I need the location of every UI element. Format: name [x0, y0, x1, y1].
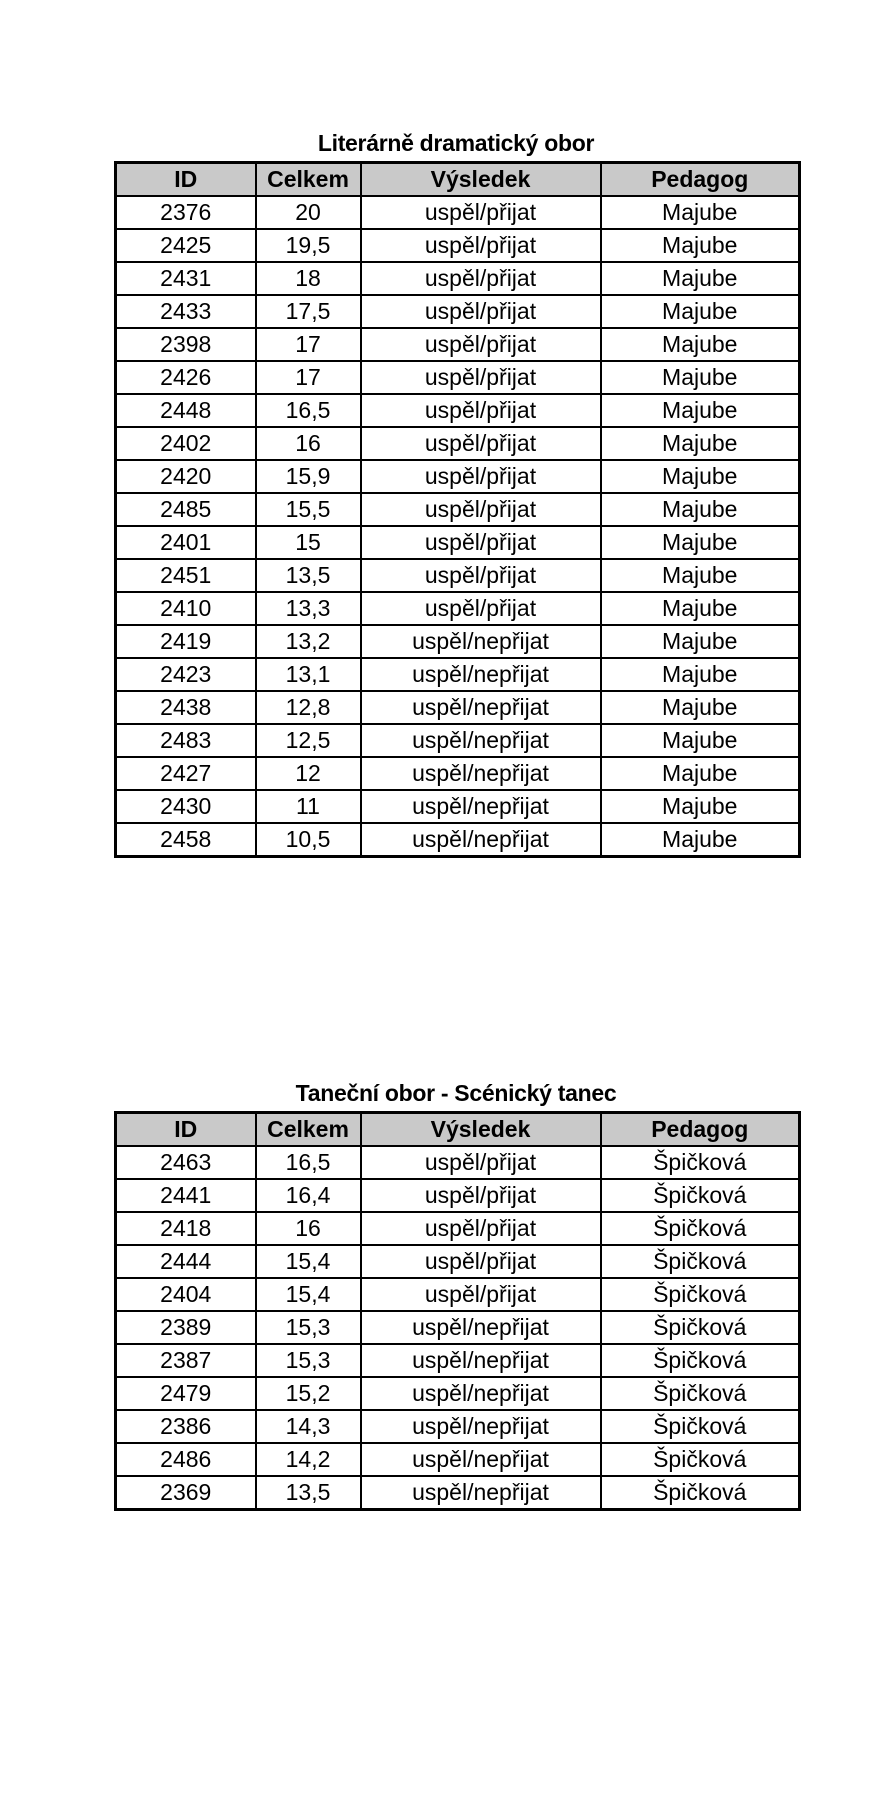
cell-teacher: Špičková [601, 1443, 800, 1476]
cell-id: 2401 [116, 526, 256, 559]
cell-teacher: Majube [601, 328, 800, 361]
cell-result: uspěl/přijat [361, 328, 601, 361]
table-row [116, 1212, 800, 1245]
header-row [116, 163, 800, 197]
dance-section [114, 1076, 798, 1511]
cell-result: uspěl/nepřijat [361, 1476, 601, 1510]
header-total: Celkem [256, 163, 361, 197]
cell-result: uspěl/přijat [361, 394, 601, 427]
table-row [116, 229, 800, 262]
cell-total: 16 [256, 427, 361, 460]
cell-result: uspěl/přijat [361, 1278, 601, 1311]
cell-id: 2386 [116, 1410, 256, 1443]
cell-result: uspěl/přijat [361, 1245, 601, 1278]
cell-teacher: Majube [601, 592, 800, 625]
cell-total: 13,3 [256, 592, 361, 625]
cell-total: 14,3 [256, 1410, 361, 1443]
table-row [116, 724, 800, 757]
header-id: ID [116, 163, 256, 197]
cell-total: 13,5 [256, 559, 361, 592]
table-body [116, 196, 800, 857]
cell-id: 2448 [116, 394, 256, 427]
cell-id: 2369 [116, 1476, 256, 1510]
cell-id: 2389 [116, 1311, 256, 1344]
cell-result: uspěl/nepřijat [361, 1344, 601, 1377]
table-row [116, 625, 800, 658]
cell-total: 12 [256, 757, 361, 790]
cell-id: 2423 [116, 658, 256, 691]
cell-teacher: Špičková [601, 1278, 800, 1311]
cell-teacher: Majube [601, 823, 800, 857]
cell-result: uspěl/nepřijat [361, 625, 601, 658]
cell-id: 2458 [116, 823, 256, 857]
header-total: Celkem [256, 1113, 361, 1147]
cell-result: uspěl/nepřijat [361, 658, 601, 691]
table-row [116, 658, 800, 691]
cell-id: 2404 [116, 1278, 256, 1311]
cell-total: 17 [256, 361, 361, 394]
cell-total: 12,8 [256, 691, 361, 724]
cell-result: uspěl/přijat [361, 1146, 601, 1179]
cell-result: uspěl/přijat [361, 559, 601, 592]
cell-total: 10,5 [256, 823, 361, 857]
cell-total: 13,5 [256, 1476, 361, 1510]
cell-total: 15,3 [256, 1344, 361, 1377]
cell-total: 15,3 [256, 1311, 361, 1344]
cell-teacher: Špičková [601, 1245, 800, 1278]
cell-id: 2387 [116, 1344, 256, 1377]
cell-id: 2418 [116, 1212, 256, 1245]
table-row [116, 295, 800, 328]
table-row [116, 691, 800, 724]
table-row [116, 394, 800, 427]
results-table [114, 161, 801, 858]
table-row [116, 1179, 800, 1212]
cell-result: uspěl/přijat [361, 262, 601, 295]
cell-total: 20 [256, 196, 361, 229]
cell-result: uspěl/přijat [361, 1212, 601, 1245]
cell-teacher: Špičková [601, 1311, 800, 1344]
cell-id: 2410 [116, 592, 256, 625]
cell-id: 2485 [116, 493, 256, 526]
header-row [116, 1113, 800, 1147]
cell-result: uspěl/přijat [361, 229, 601, 262]
cell-teacher: Majube [601, 361, 800, 394]
cell-id: 2402 [116, 427, 256, 460]
header-result: Výsledek [361, 1113, 601, 1147]
cell-id: 2463 [116, 1146, 256, 1179]
table-row [116, 1443, 800, 1476]
cell-result: uspěl/přijat [361, 493, 601, 526]
cell-id: 2483 [116, 724, 256, 757]
cell-teacher: Majube [601, 196, 800, 229]
table-row [116, 823, 800, 857]
cell-result: uspěl/přijat [361, 526, 601, 559]
cell-result: uspěl/přijat [361, 460, 601, 493]
table-row [116, 361, 800, 394]
literary-drama-section [114, 126, 798, 858]
cell-teacher: Majube [601, 559, 800, 592]
table-row [116, 559, 800, 592]
table-row [116, 1476, 800, 1510]
cell-teacher: Špičková [601, 1212, 800, 1245]
header-teacher: Pedagog [601, 163, 800, 197]
cell-result: uspěl/přijat [361, 427, 601, 460]
cell-total: 14,2 [256, 1443, 361, 1476]
table-row [116, 460, 800, 493]
cell-teacher: Majube [601, 295, 800, 328]
table-title: Taneční obor - Scénický tanec [295, 1080, 617, 1106]
cell-id: 2451 [116, 559, 256, 592]
cell-teacher: Majube [601, 394, 800, 427]
table-row [116, 1344, 800, 1377]
cell-id: 2479 [116, 1377, 256, 1410]
table-row [116, 1410, 800, 1443]
cell-teacher: Majube [601, 691, 800, 724]
cell-total: 15,5 [256, 493, 361, 526]
cell-total: 16,5 [256, 1146, 361, 1179]
cell-teacher: Majube [601, 460, 800, 493]
cell-id: 2486 [116, 1443, 256, 1476]
cell-teacher: Majube [601, 526, 800, 559]
cell-total: 16,5 [256, 394, 361, 427]
cell-id: 2431 [116, 262, 256, 295]
cell-id: 2426 [116, 361, 256, 394]
cell-total: 15,4 [256, 1278, 361, 1311]
cell-id: 2441 [116, 1179, 256, 1212]
cell-total: 11 [256, 790, 361, 823]
cell-result: uspěl/nepřijat [361, 757, 601, 790]
cell-teacher: Špičková [601, 1179, 800, 1212]
cell-total: 16,4 [256, 1179, 361, 1212]
cell-total: 12,5 [256, 724, 361, 757]
cell-id: 2427 [116, 757, 256, 790]
cell-result: uspěl/přijat [361, 361, 601, 394]
table-row [116, 757, 800, 790]
cell-teacher: Majube [601, 757, 800, 790]
cell-result: uspěl/nepřijat [361, 790, 601, 823]
cell-id: 2430 [116, 790, 256, 823]
table-row [116, 1278, 800, 1311]
cell-teacher: Majube [601, 658, 800, 691]
table-row [116, 493, 800, 526]
cell-total: 15,9 [256, 460, 361, 493]
table-row [116, 328, 800, 361]
cell-teacher: Majube [601, 229, 800, 262]
cell-id: 2438 [116, 691, 256, 724]
cell-result: uspěl/nepřijat [361, 724, 601, 757]
cell-total: 16 [256, 1212, 361, 1245]
cell-result: uspěl/nepřijat [361, 1410, 601, 1443]
cell-id: 2398 [116, 328, 256, 361]
cell-id: 2444 [116, 1245, 256, 1278]
cell-total: 17 [256, 328, 361, 361]
cell-total: 15,2 [256, 1377, 361, 1410]
results-table [114, 1111, 801, 1511]
cell-total: 15,4 [256, 1245, 361, 1278]
cell-teacher: Špičková [601, 1146, 800, 1179]
cell-result: uspěl/nepřijat [361, 1311, 601, 1344]
cell-result: uspěl/přijat [361, 196, 601, 229]
table-body [116, 1146, 800, 1510]
table-row [116, 1146, 800, 1179]
cell-id: 2420 [116, 460, 256, 493]
table-row [116, 262, 800, 295]
cell-teacher: Špičková [601, 1476, 800, 1510]
cell-id: 2433 [116, 295, 256, 328]
cell-total: 17,5 [256, 295, 361, 328]
cell-teacher: Špičková [601, 1377, 800, 1410]
cell-total: 13,1 [256, 658, 361, 691]
table-row [116, 1377, 800, 1410]
cell-result: uspěl/přijat [361, 295, 601, 328]
cell-teacher: Špičková [601, 1410, 800, 1443]
header-id: ID [116, 1113, 256, 1147]
cell-teacher: Majube [601, 493, 800, 526]
cell-total: 15 [256, 526, 361, 559]
table-title: Literárně dramatický obor [317, 130, 595, 156]
cell-result: uspěl/nepřijat [361, 1377, 601, 1410]
cell-teacher: Majube [601, 790, 800, 823]
cell-teacher: Majube [601, 724, 800, 757]
cell-id: 2376 [116, 196, 256, 229]
cell-result: uspěl/přijat [361, 1179, 601, 1212]
cell-id: 2419 [116, 625, 256, 658]
table-row [116, 526, 800, 559]
cell-result: uspěl/nepřijat [361, 1443, 601, 1476]
table-row [116, 790, 800, 823]
cell-teacher: Majube [601, 625, 800, 658]
table-row [116, 196, 800, 229]
table-row [116, 1311, 800, 1344]
cell-teacher: Majube [601, 262, 800, 295]
table-row [116, 427, 800, 460]
header-teacher: Pedagog [601, 1113, 800, 1147]
cell-total: 18 [256, 262, 361, 295]
cell-result: uspěl/nepřijat [361, 823, 601, 857]
cell-total: 13,2 [256, 625, 361, 658]
table-row [116, 1245, 800, 1278]
cell-total: 19,5 [256, 229, 361, 262]
cell-result: uspěl/přijat [361, 592, 601, 625]
header-result: Výsledek [361, 163, 601, 197]
cell-teacher: Majube [601, 427, 800, 460]
table-row [116, 592, 800, 625]
cell-id: 2425 [116, 229, 256, 262]
cell-teacher: Špičková [601, 1344, 800, 1377]
cell-result: uspěl/nepřijat [361, 691, 601, 724]
